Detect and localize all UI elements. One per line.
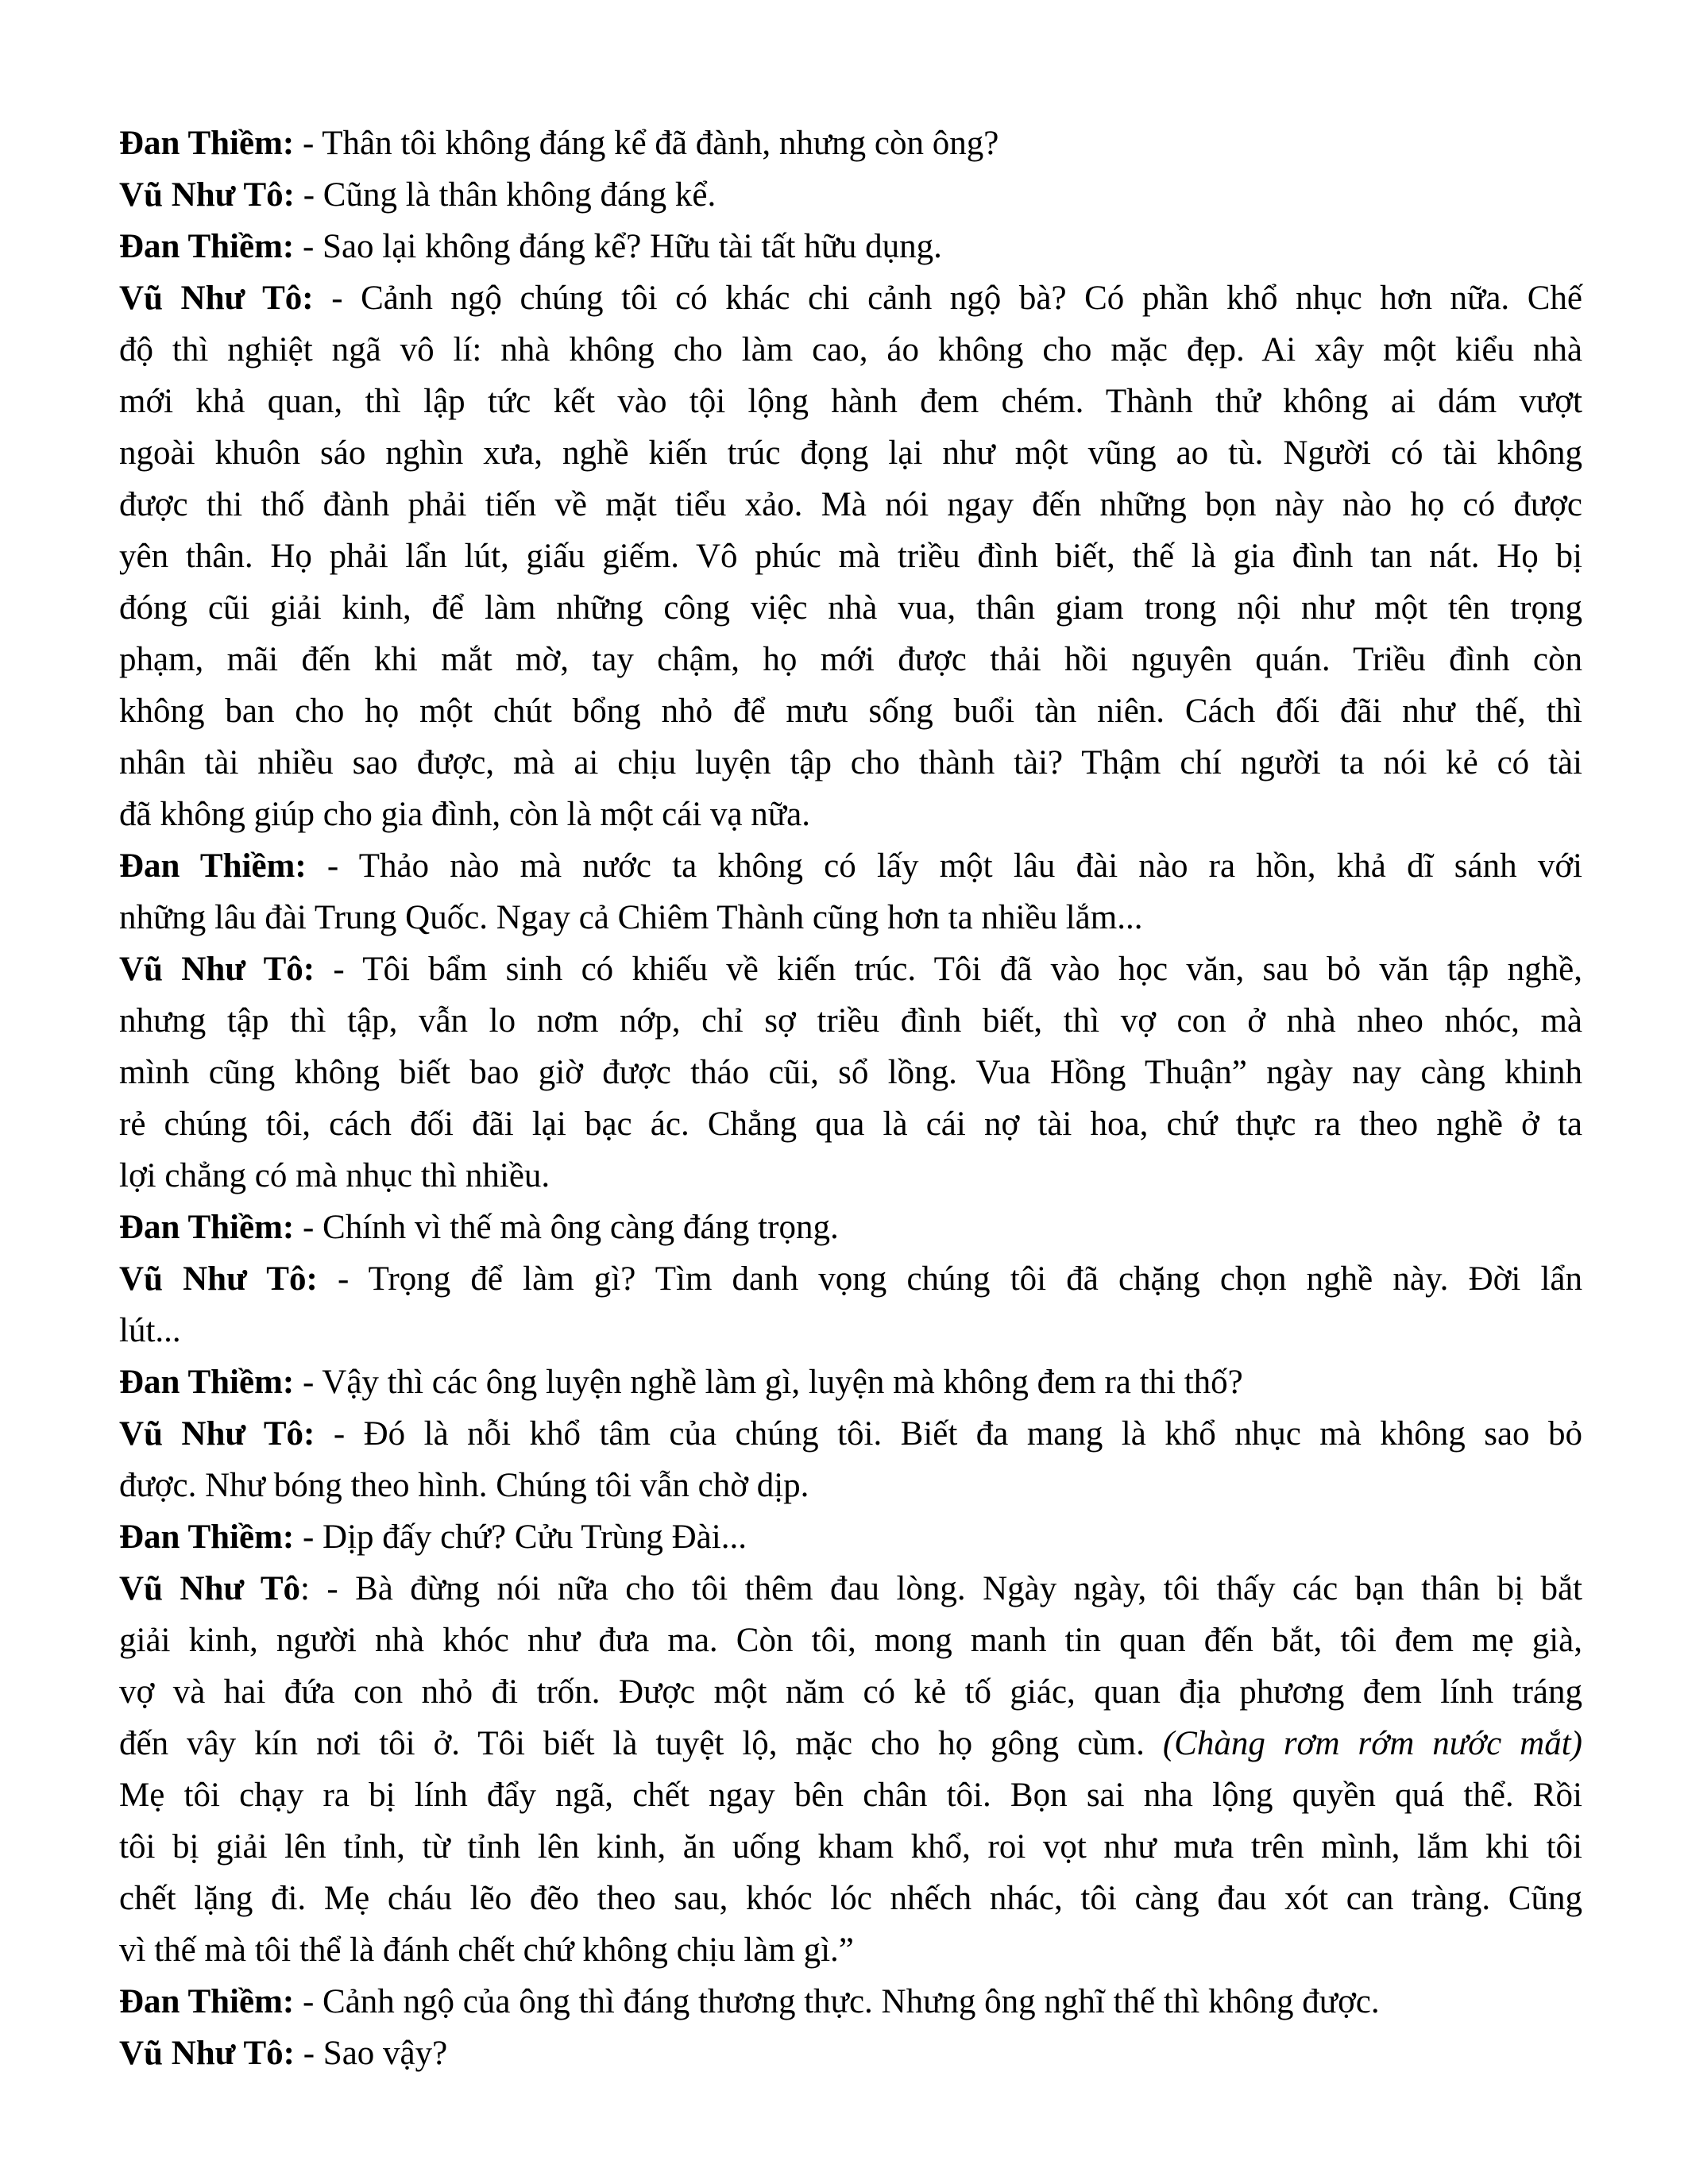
dialogue-line: những lâu đài Trung Quốc. Ngay cả Chiêm Thành cũng hơn ta nhiều lắm... xyxy=(119,899,1143,936)
dialogue-line: ngoài khuôn sáo nghìn xưa, nghề kiến trúc đọng lại như một vũng ao tù. Người có tài không xyxy=(119,434,1582,472)
dialogue-line: Đan Thiềm: - Dịp đấy chứ? Cửu Trùng Đài... xyxy=(119,1518,747,1556)
dialogue-line: Vũ Như Tô: - Tôi bẩm sinh có khiếu về kiến trúc. Tôi đã vào học văn, sau bỏ văn tập nghề, xyxy=(119,951,1583,988)
dialogue-line: Vũ Như Tô: - Bà đừng nói nữa cho tôi thêm đau lòng. Ngày ngày, tôi thấy các bạn thân bị bắt xyxy=(119,1570,1582,1607)
dialogue-line: rẻ chúng tôi, cách đối đãi lại bạc ác. Chẳng qua là cái nợ tài hoa, chứ thực ra theo nghề ở ta xyxy=(119,1106,1582,1143)
dialogue-line: độ thì nghiệt ngã vô lí: nhà không cho làm cao, áo không cho mặc đẹp. Ai xây một kiểu nhà xyxy=(119,331,1582,369)
dialogue-line: không ban cho họ một chút bổng nhỏ để mưu sống buổi tàn niên. Cách đối đãi như thế, thì xyxy=(119,693,1582,730)
dialogue-line: Vũ Như Tô: - Cảnh ngộ chúng tôi có khác chi cảnh ngộ bà? Có phần khổ nhục hơn nữa. Chế xyxy=(119,280,1583,317)
dialogue-line: Đan Thiềm: - Thân tôi không đáng kể đã đành, nhưng còn ông? xyxy=(119,125,999,162)
dialogue-line: đã không giúp cho gia đình, còn là một cái vạ nữa. xyxy=(119,796,810,833)
dialogue-line: đến vây kín nơi tôi ở. Tôi biết là tuyệt lộ, mặc cho họ gông cùm. (Chàng rơm rớm nước mắt) xyxy=(119,1725,1583,1762)
speaker-name: Vũ Như Tô xyxy=(119,1570,300,1607)
dialogue-line: vì thế mà tôi thể là đánh chết chứ không chịu làm gì.” xyxy=(119,1931,854,1969)
dialogue-line: giải kinh, người nhà khóc như đưa ma. Còn tôi, mong manh tin quan đến bắt, tôi đem mẹ già, xyxy=(119,1622,1582,1659)
speaker-name: Đan Thiềm: xyxy=(119,1518,295,1556)
dialogue-line: Đan Thiềm: - Vậy thì các ông luyện nghề làm gì, luyện mà không đem ra thi thố? xyxy=(119,1364,1243,1401)
speaker-name: Đan Thiềm: xyxy=(119,1364,295,1401)
dialogue-line: lợi chẳng có mà nhục thì nhiều. xyxy=(119,1157,550,1194)
dialogue-line: Đan Thiềm: - Cảnh ngộ của ông thì đáng thương thực. Nhưng ông nghĩ thế thì không được. xyxy=(119,1983,1380,2020)
dialogue-line: mình cũng không biết bao giờ được tháo cũi, sổ lồng. Vua Hồng Thuận” ngày nay càng khinh xyxy=(119,1054,1582,1091)
dialogue-line: phạm, mãi đến khi mắt mờ, tay chậm, họ mới được thải hồi nguyên quán. Triều đình còn xyxy=(119,641,1582,678)
speaker-name: Vũ Như Tô: xyxy=(119,1415,315,1453)
dialogue-line: lút... xyxy=(119,1312,181,1349)
dialogue-line: chết lặng đi. Mẹ cháu lẽo đẽo theo sau, khóc lóc nhếch nhác, tôi càng đau xót can tràng. Cũng xyxy=(119,1880,1582,1917)
speaker-name: Vũ Như Tô: xyxy=(119,280,314,317)
dialogue-line: đóng cũi giải kinh, để làm những công việc nhà vua, thân giam trong nội như một tên trọng xyxy=(119,589,1582,627)
dialogue-line: được. Như bóng theo hình. Chúng tôi vẫn chờ dịp. xyxy=(119,1467,809,1504)
speaker-name: Vũ Như Tô: xyxy=(119,1260,318,1298)
speaker-name: Đan Thiềm: xyxy=(119,125,295,162)
dialogue-line: vợ và hai đứa con nhỏ đi trốn. Được một năm có kẻ tố giác, quan địa phương đem lính tráng xyxy=(119,1673,1582,1711)
speaker-name: Vũ Như Tô: xyxy=(119,2035,295,2072)
dialogue-line: Vũ Như Tô: - Cũng là thân không đáng kể. xyxy=(119,176,717,214)
dialogue-line: yên thân. Họ phải lẩn lút, giấu giếm. Vô phúc mà triều đình biết, thế là gia đình tan nát. Họ bị xyxy=(119,538,1582,575)
dialogue-line: Vũ Như Tô: - Sao vậy? xyxy=(119,2035,448,2072)
dialogue-line: Vũ Như Tô: - Trọng để làm gì? Tìm danh vọng chúng tôi đã chặng chọn nghề này. Đời lẩn xyxy=(119,1260,1583,1298)
dialogue-line: được thi thố đành phải tiến về mặt tiểu xảo. Mà nói ngay đến những bọn này nào họ có được xyxy=(119,486,1582,523)
speaker-name: Đan Thiềm: xyxy=(119,847,307,885)
dialogue-line: nhưng tập thì tập, vẫn lo nơm nớp, chỉ sợ triều đình biết, thì vợ con ở nhà nheo nhóc, mà xyxy=(119,1002,1582,1040)
speaker-name: Đan Thiềm: xyxy=(119,1209,295,1246)
dialogue-line: Đan Thiềm: - Thảo nào mà nước ta không có lấy một lâu đài nào ra hồn, khả dĩ sánh với xyxy=(119,847,1582,885)
dialogue-line: Mẹ tôi chạy ra bị lính đẩy ngã, chết ngay bên chân tôi. Bọn sai nha lộng quyền quá thể. Rồi xyxy=(119,1777,1582,1814)
speaker-name: Đan Thiềm: xyxy=(119,1983,295,2020)
dialogue-line: tôi bị giải lên tỉnh, từ tỉnh lên kinh, ăn uống kham khổ, roi vọt như mưa trên mình, lắm khi tôi xyxy=(119,1828,1582,1866)
speaker-name: Vũ Như Tô: xyxy=(119,176,295,214)
stage-direction: (Chàng rơm rớm nước mắt) xyxy=(1162,1725,1583,1762)
dialogue-line: Vũ Như Tô: - Đó là nỗi khổ tâm của chúng tôi. Biết đa mang là khổ nhục mà không sao bỏ xyxy=(119,1415,1583,1453)
dialogue-line: mới khả quan, thì lập tức kết vào tội lộng hành đem chém. Thành thử không ai dám vượt xyxy=(119,383,1582,420)
dialogue-line: Đan Thiềm: - Chính vì thế mà ông càng đáng trọng. xyxy=(119,1209,839,1246)
dialogue-line: nhân tài nhiều sao được, mà ai chịu luyện tập cho thành tài? Thậm chí người ta nói kẻ có tài xyxy=(119,744,1582,781)
dialogue-line: Đan Thiềm: - Sao lại không đáng kể? Hữu tài tất hữu dụng. xyxy=(119,228,942,265)
speaker-name: Vũ Như Tô: xyxy=(119,951,315,988)
speaker-name: Đan Thiềm: xyxy=(119,228,295,265)
